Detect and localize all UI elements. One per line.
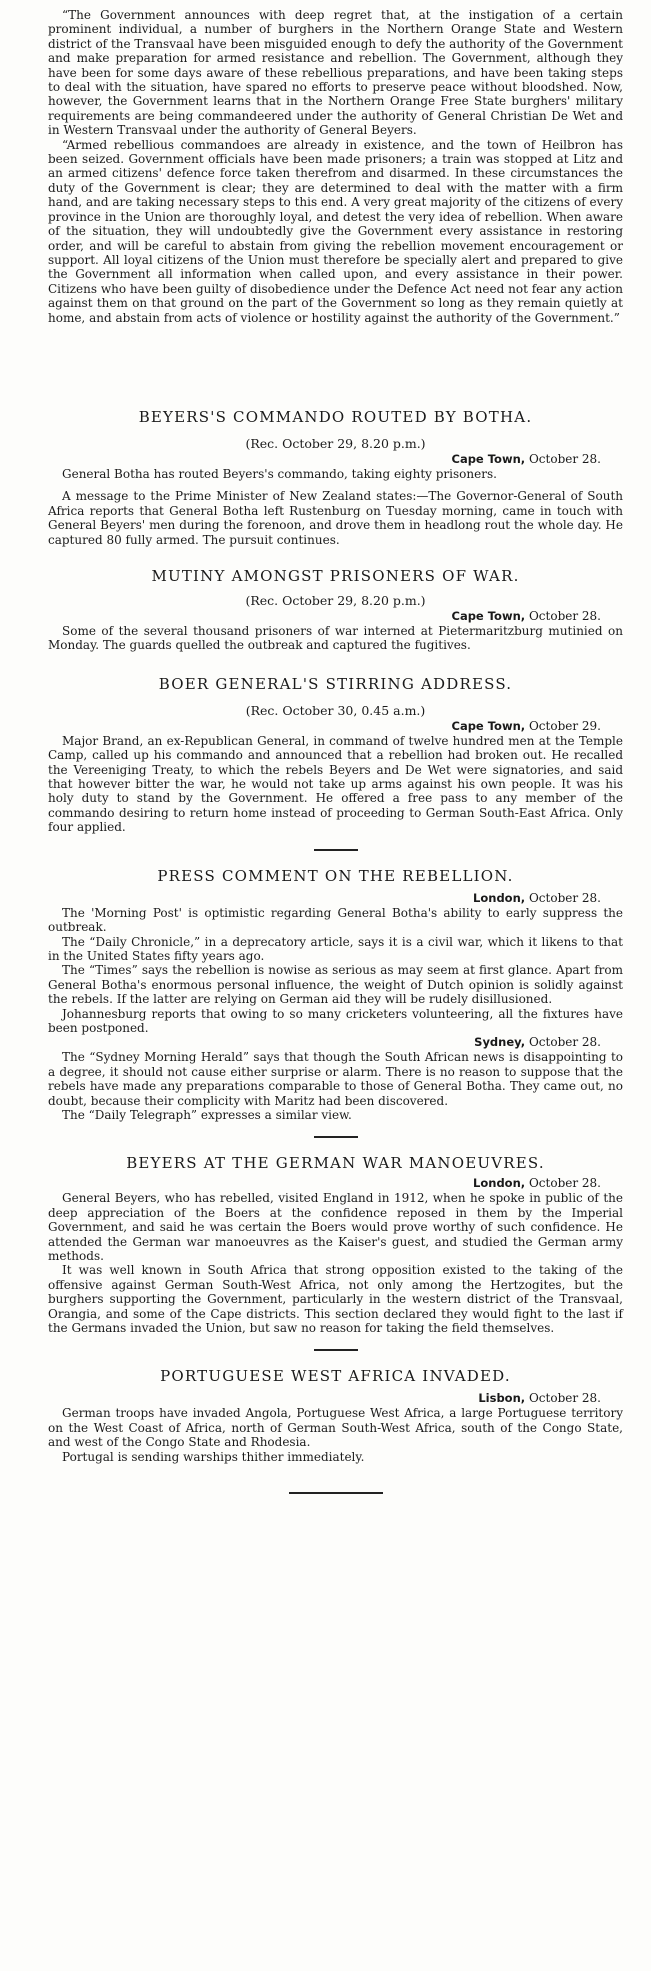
dateline-place: Cape Town, — [451, 452, 526, 466]
article-press-comment — [48, 867, 623, 1123]
dateline — [48, 609, 623, 624]
paragraph: Some of the several thousand prisoners of war interned at Pietermaritzburg mutinied on Monday. The guards quelled the outbreak and captured the fugitives. — [48, 624, 623, 653]
dateline-place: Lisbon, — [478, 1391, 526, 1406]
dateline-date: October 28. — [528, 1176, 601, 1191]
paragraph: Johannesburg reports that owing to so many cricketers volunteering, all the fixtures have been postponed. — [48, 1006, 623, 1035]
paragraph: Major Brand, an ex-Republican General, in command of twelve hundred men at the Temple Camp, called up his commando and announced that a rebellion had broken out. He recalled the Vereeniging Treaty, to which the rebels Beyers and De Wet were signatories, and said that however bitter the war, he would not take up arms against his own people. It was his holy duty to stand by the Government. He offered a free pass to any member of the commando desiring to return home instead of proceeding to German South-East Africa. Only four applied. — [48, 733, 623, 835]
article-heading: BEYERS AT THE GERMAN WAR MANOEUVRES. — [126, 1154, 545, 1173]
paragraph: The “Daily Chronicle,” in a deprecatory article, says it is a civil war, which it likens to that in the United States fifty years ago. — [48, 934, 623, 963]
article-beyers-routed — [48, 408, 623, 547]
dateline-place: London, — [473, 890, 526, 905]
dateline-date: October 28. — [528, 1035, 601, 1050]
article-heading: PORTUGUESE WEST AFRICA INVADED. — [160, 1367, 511, 1386]
paragraph: German troops have invaded Angola, Portuguese West Africa, a large Portuguese territory on the West Coast of Africa, north of German South-West Africa, south of the Congo State, and west of the Congo State and Rhodesia. — [48, 1406, 623, 1450]
article-heading: BEYERS'S COMMANDO ROUTED BY BOTHA. — [138, 408, 533, 426]
dateline-place: Cape Town, — [451, 718, 526, 733]
proclamation-text — [48, 8, 623, 380]
article-heading: BOER GENERAL'S STIRRING ADDRESS. — [158, 674, 513, 693]
article-mutiny — [48, 567, 623, 653]
dateline-date: October 28. — [528, 890, 601, 905]
paragraph: The “Daily Telegraph” expresses a similar view. — [62, 1107, 352, 1122]
dateline-place: Cape Town, — [451, 609, 526, 624]
paragraph: The “Times” says the rebellion is nowise as serious as may seem at first glance. Apart from General Botha's enormous personal influence, the weight of Dutch opinion is solidly against the rebels. If the latter are relying on German aid they will be rudely disillusioned. — [48, 963, 623, 1007]
paragraph: The 'Morning Post' is optimistic regarding General Botha's ability to early suppress the outbreak. — [48, 905, 623, 935]
received-time: (Rec. October 29, 8.20 p.m.) — [245, 436, 426, 451]
end-divider — [289, 1492, 383, 1494]
dateline — [48, 1035, 623, 1050]
article-portuguese-west-africa — [48, 1367, 623, 1464]
dateline-date: October 28. — [528, 452, 601, 466]
paragraph: A message to the Prime Minister of New Zealand states:—The Governor-General of South Africa reports that General Botha left Rustenburg on Tuesday morning, came in touch with General Beyers' men during the forenoon, and drove them in headlong rout the whole day. He captured 80 fully armed. The pursuit continues. — [48, 489, 623, 547]
dateline — [48, 719, 623, 734]
paragraph: It was well known in South Africa that strong opposition existed to the taking of the offensive against German South-West Africa, not only among the Hertzogites, but the burghers supporting the Government, particularly in the western district of the Transvaal, Orangia, and some of the Cape districts. This section declared they would fight to the last if the Germans invaded the Union, but saw no reason for taking the field themselves. — [48, 1263, 623, 1336]
dateline-date: October 29. — [528, 718, 601, 733]
paragraph: General Beyers, who has rebelled, visited England in 1912, when he spoke in public of the deep appreciation of the Boers at the confidence reposed in them by the Imperial Government, and said he was certain the Boers would prove worthy of such confidence. He attended the German war manoeuvres as the Kaiser's guest, and studied the German army methods. — [48, 1191, 623, 1263]
dateline — [48, 891, 623, 906]
received-time: (Rec. October 29, 8.20 p.m.) — [245, 593, 426, 609]
dateline-date: October 28. — [528, 609, 601, 624]
dateline — [48, 1391, 623, 1406]
article-heading: MUTINY AMONGST PRISONERS OF WAR. — [151, 567, 520, 586]
paragraph: General Botha has routed Beyers's commando, taking eighty prisoners. — [62, 467, 497, 481]
article-boer-general — [48, 675, 623, 835]
article-column — [48, 8, 623, 1494]
received-time: (Rec. October 30, 0.45 a.m.) — [245, 702, 426, 718]
article-heading: PRESS COMMENT ON THE REBELLION. — [157, 866, 514, 885]
dateline-place: Sydney, — [474, 1035, 526, 1050]
paragraph: The “Sydney Morning Herald” says that though the South African news is disappointing to a degree, it should not cause either surprise or alarm. There is no reason to suppose that the rebels have made any preparations comparable to those of General Botha. They came out, no doubt, because their complicity with Maritz had been discovered. — [48, 1050, 623, 1108]
dateline — [48, 1176, 623, 1191]
paragraph: “Armed rebellious commandoes are already in existence, and the town of Heilbron has been seized. Government officials have been made prisoners; a train was stopped at Litz and an armed citizens' defence force taken therefrom and disarmed. In these circumstances the duty of the Government is clear; they are determined to deal with the matter with a firm hand, and are taking necessary steps to this end. A very great majority of the citizens of every province in the Union are thoroughly loyal, and detest the very idea of rebellion. When aware of the situation, they will undoubtedly give the Government every assistance in restoring order, and will be careful to abstain from giving the rebellion movement encouragement or support. All loyal citizens of the Union must therefore be specially alert and prepared to give the Government all information when called upon, and every assistance in their power. Citizens who have been guilty of disobedience under the Defence Act need not fear any action against them on that ground on the part of the Government so long as they remain quietly at home, and abstain from acts of violence or hostility against the authority of the Government.” — [48, 137, 623, 325]
dateline-date: October 28. — [528, 1391, 601, 1406]
paragraph: “The Government announces with deep regret that, at the instigation of a certain prominent individual, a number of burghers in the Northern Orange State and Western district of the Transvaal have been misguided enough to defy the authority of the Government and make preparation for armed resistance and rebellion. The Government, although they have been for some days aware of these rebellious preparations, and have been taking steps to deal with the situation, have spared no efforts to preserve peace without bloodshed. Now, however, the Government learns that in the Northern Orange Free State burghers' military requirements are being commandeered under the authority of General Christian De Wet and in Western Transvaal under the authority of General Beyers. — [48, 8, 623, 138]
paragraph: Portugal is sending warships thither immediately. — [62, 1449, 365, 1464]
article-german-manoeuvres — [48, 1154, 623, 1335]
dateline-place: London, — [473, 1176, 526, 1191]
dateline — [48, 452, 623, 467]
